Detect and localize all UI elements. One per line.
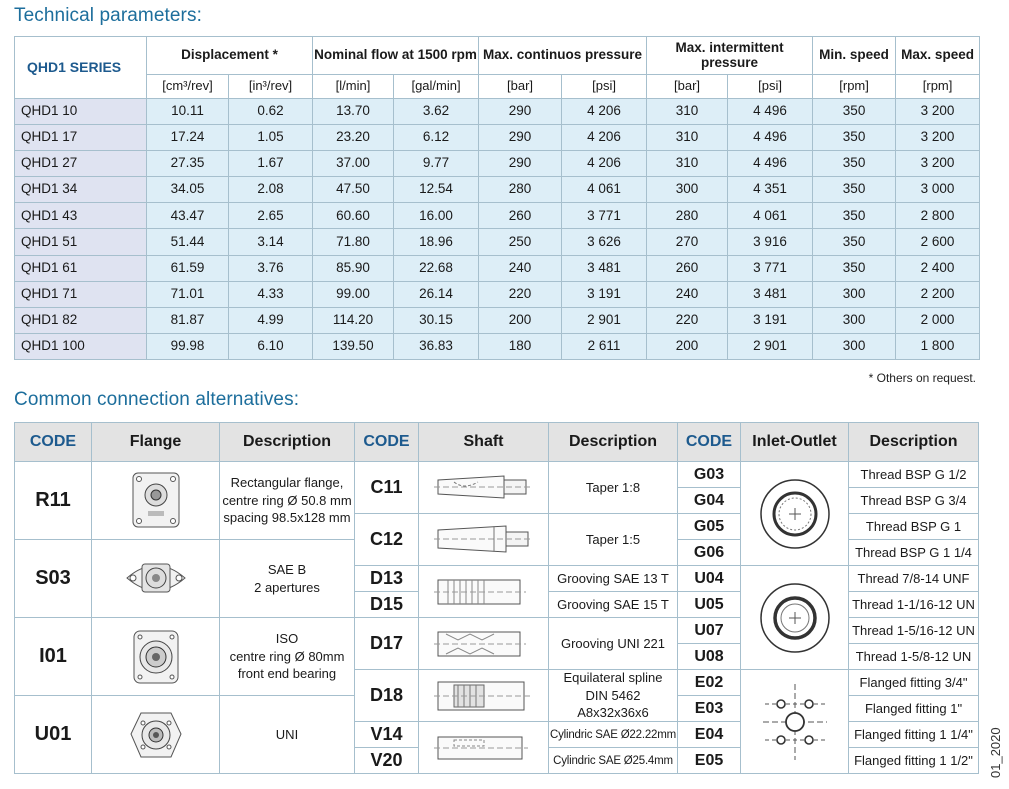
shaft-code-d13: D13 <box>354 565 419 592</box>
uni-flange-drawing <box>121 701 191 769</box>
flange-image <box>91 539 220 618</box>
value-cell: 260 <box>647 255 728 281</box>
value-cell: 3 200 <box>896 99 980 125</box>
value-cell: 27.35 <box>147 151 229 177</box>
value-cell: 61.59 <box>147 255 229 281</box>
shaft-image <box>418 617 549 670</box>
value-cell: 139.50 <box>313 333 394 359</box>
value-cell: 17.24 <box>147 125 229 151</box>
port-description: Thread BSP G 1/2 <box>848 461 979 488</box>
shaft-code-header: CODE <box>354 422 419 462</box>
shaft-code-d17: D17 <box>354 617 419 670</box>
value-cell: 180 <box>479 333 562 359</box>
value-cell: 200 <box>647 333 728 359</box>
value-cell: 4 061 <box>562 177 647 203</box>
inlet-outlet-image <box>740 669 849 774</box>
value-cell: 60.60 <box>313 203 394 229</box>
value-cell: 3 626 <box>562 229 647 255</box>
unit-header: [l/min] <box>313 75 394 99</box>
flange-code-i01: I01 <box>14 617 92 696</box>
port-description: Thread 7/8-14 UNF <box>848 565 979 592</box>
unit-header: [psi] <box>562 75 647 99</box>
port-code-g04: G04 <box>677 487 741 514</box>
value-cell: 4 206 <box>562 99 647 125</box>
value-cell: 9.77 <box>394 151 479 177</box>
value-cell: 4.99 <box>229 307 313 333</box>
value-cell: 350 <box>813 99 896 125</box>
value-cell: 1 800 <box>896 333 980 359</box>
connection-alternatives-table <box>14 422 979 777</box>
value-cell: 290 <box>479 99 562 125</box>
max-intermittent-pressure-header: Max. intermittent pressure <box>647 37 813 75</box>
unit-header: [bar] <box>647 75 728 99</box>
port-description-header: Description <box>848 422 979 462</box>
unit-header: [cm³/rev] <box>147 75 229 99</box>
flange-description: ISO centre ring Ø 80mm front end bearing <box>219 617 355 696</box>
value-cell: 290 <box>479 151 562 177</box>
value-cell: 3.14 <box>229 229 313 255</box>
port-code-u04: U04 <box>677 565 741 592</box>
value-cell: 4 206 <box>562 151 647 177</box>
model-cell: QHD1 43 <box>15 203 147 229</box>
document-code <box>982 720 1008 780</box>
value-cell: 2 200 <box>896 281 980 307</box>
table-row <box>15 203 980 229</box>
shaft-image <box>418 565 549 618</box>
flange-description-header: Description <box>219 422 355 462</box>
value-cell: 350 <box>813 125 896 151</box>
displacement-header: Displacement * <box>147 37 313 75</box>
port-code-header: CODE <box>677 422 741 462</box>
value-cell: 280 <box>647 203 728 229</box>
footnote: * Others on request. <box>868 371 976 385</box>
value-cell: 2 800 <box>896 203 980 229</box>
value-cell: 114.20 <box>313 307 394 333</box>
table-row <box>15 177 980 203</box>
shaft-drawing-v14-v20 <box>434 728 534 768</box>
value-cell: 71.80 <box>313 229 394 255</box>
value-cell: 3 916 <box>728 229 813 255</box>
value-cell: 4 496 <box>728 151 813 177</box>
model-cell: QHD1 100 <box>15 333 147 359</box>
model-cell: QHD1 51 <box>15 229 147 255</box>
value-cell: 81.87 <box>147 307 229 333</box>
port-description: Flanged fitting 1 1/2" <box>848 747 979 774</box>
value-cell: 6.10 <box>229 333 313 359</box>
shaft-code-v20: V20 <box>354 747 419 774</box>
value-cell: 37.00 <box>313 151 394 177</box>
value-cell: 3 771 <box>728 255 813 281</box>
technical-parameters-title: Technical parameters: <box>14 5 202 26</box>
port-code-g05: G05 <box>677 513 741 540</box>
value-cell: 2.65 <box>229 203 313 229</box>
value-cell: 270 <box>647 229 728 255</box>
flange-code-s03: S03 <box>14 539 92 618</box>
flange-description: Rectangular flange, centre ring Ø 50.8 mm spacing 98.5x128 mm <box>219 461 355 540</box>
inlet-outlet-image <box>740 565 849 670</box>
port-code-e04: E04 <box>677 721 741 748</box>
port-code-e03: E03 <box>677 695 741 722</box>
value-cell: 12.54 <box>394 177 479 203</box>
series-header: QHD1 SERIES <box>15 37 147 99</box>
shaft-description: Cylindric SAE Ø22.22mm <box>548 721 678 748</box>
model-cell: QHD1 71 <box>15 281 147 307</box>
value-cell: 280 <box>479 177 562 203</box>
value-cell: 350 <box>813 255 896 281</box>
shaft-code-d15: D15 <box>354 591 419 618</box>
table-row <box>15 99 980 125</box>
shaft-description: Grooving UNI 221 <box>548 617 678 670</box>
flange-code-header: CODE <box>14 422 92 462</box>
flange-description: SAE B 2 apertures <box>219 539 355 618</box>
technical-parameters-table <box>14 36 980 360</box>
value-cell: 350 <box>813 151 896 177</box>
shaft-description: Taper 1:5 <box>548 513 678 566</box>
connection-alternatives-title: Common connection alternatives: <box>14 389 300 410</box>
value-cell: 34.05 <box>147 177 229 203</box>
port-code-u08: U08 <box>677 643 741 670</box>
port-code-g03: G03 <box>677 461 741 488</box>
unit-header: [rpm] <box>813 75 896 99</box>
sae-b-flange-drawing <box>121 545 191 613</box>
value-cell: 2 400 <box>896 255 980 281</box>
value-cell: 3 481 <box>562 255 647 281</box>
value-cell: 300 <box>813 333 896 359</box>
max-continuous-pressure-header: Max. continuos pressure <box>479 37 647 75</box>
port-description: Flanged fitting 3/4" <box>848 669 979 696</box>
shaft-image <box>418 461 549 514</box>
shaft-description: Grooving SAE 15 T <box>548 591 678 618</box>
value-cell: 3 481 <box>728 281 813 307</box>
value-cell: 13.70 <box>313 99 394 125</box>
value-cell: 2 901 <box>728 333 813 359</box>
value-cell: 240 <box>647 281 728 307</box>
shaft-header: Shaft <box>418 422 549 462</box>
bsp-thread-port-drawing <box>755 474 835 554</box>
min-speed-header: Min. speed <box>813 37 896 75</box>
value-cell: 71.01 <box>147 281 229 307</box>
table-row <box>15 281 980 307</box>
value-cell: 99.98 <box>147 333 229 359</box>
value-cell: 4 351 <box>728 177 813 203</box>
value-cell: 3 771 <box>562 203 647 229</box>
shaft-description: Taper 1:8 <box>548 461 678 514</box>
flange-code-r11: R11 <box>14 461 92 540</box>
value-cell: 85.90 <box>313 255 394 281</box>
max-speed-header: Max. speed <box>896 37 980 75</box>
shaft-drawing-d17 <box>434 624 534 664</box>
port-description: Thread 1-1/16-12 UN <box>848 591 979 618</box>
value-cell: 350 <box>813 177 896 203</box>
value-cell: 300 <box>647 177 728 203</box>
iso-flange-drawing <box>121 623 191 691</box>
value-cell: 6.12 <box>394 125 479 151</box>
value-cell: 290 <box>479 125 562 151</box>
shaft-description-header: Description <box>548 422 678 462</box>
nominal-flow-header: Nominal flow at 1500 rpm <box>313 37 479 75</box>
value-cell: 3 191 <box>562 281 647 307</box>
value-cell: 310 <box>647 125 728 151</box>
shaft-description: Cylindric SAE Ø25.4mm <box>548 747 678 774</box>
flange-image <box>91 617 220 696</box>
svg-text:01_2020: 01_2020 <box>988 727 1003 778</box>
shaft-image <box>418 513 549 566</box>
flanged-fitting-port-drawing <box>755 682 835 762</box>
model-cell: QHD1 61 <box>15 255 147 281</box>
shaft-code-v14: V14 <box>354 721 419 748</box>
table-row <box>15 151 980 177</box>
model-cell: QHD1 10 <box>15 99 147 125</box>
value-cell: 47.50 <box>313 177 394 203</box>
shaft-image <box>418 721 549 774</box>
value-cell: 220 <box>479 281 562 307</box>
value-cell: 4 061 <box>728 203 813 229</box>
value-cell: 1.67 <box>229 151 313 177</box>
flange-image <box>91 461 220 540</box>
value-cell: 4 496 <box>728 99 813 125</box>
port-code-u07: U07 <box>677 617 741 644</box>
model-cell: QHD1 27 <box>15 151 147 177</box>
unf-thread-port-drawing <box>755 578 835 658</box>
port-description: Thread BSP G 1 <box>848 513 979 540</box>
port-code-u05: U05 <box>677 591 741 618</box>
value-cell: 310 <box>647 99 728 125</box>
shaft-description: Equilateral spline DIN 5462 A8x32x36x6 <box>548 669 678 722</box>
unit-header: [gal/min] <box>394 75 479 99</box>
shaft-drawing-c12 <box>434 520 534 560</box>
value-cell: 26.14 <box>394 281 479 307</box>
value-cell: 240 <box>479 255 562 281</box>
value-cell: 4.33 <box>229 281 313 307</box>
value-cell: 22.68 <box>394 255 479 281</box>
table-row <box>15 255 980 281</box>
value-cell: 1.05 <box>229 125 313 151</box>
port-code-e02: E02 <box>677 669 741 696</box>
shaft-code-d18: D18 <box>354 669 419 722</box>
model-cell: QHD1 82 <box>15 307 147 333</box>
value-cell: 4 206 <box>562 125 647 151</box>
value-cell: 18.96 <box>394 229 479 255</box>
shaft-drawing-c11 <box>434 468 534 508</box>
value-cell: 2 000 <box>896 307 980 333</box>
model-cell: QHD1 17 <box>15 125 147 151</box>
value-cell: 3 200 <box>896 151 980 177</box>
value-cell: 3 200 <box>896 125 980 151</box>
value-cell: 3.62 <box>394 99 479 125</box>
shaft-image <box>418 669 549 722</box>
value-cell: 300 <box>813 281 896 307</box>
value-cell: 260 <box>479 203 562 229</box>
value-cell: 10.11 <box>147 99 229 125</box>
value-cell: 30.15 <box>394 307 479 333</box>
value-cell: 3 191 <box>728 307 813 333</box>
port-description: Thread BSP G 3/4 <box>848 487 979 514</box>
unit-header: [in³/rev] <box>229 75 313 99</box>
value-cell: 2 600 <box>896 229 980 255</box>
table-row <box>15 307 980 333</box>
port-description: Flanged fitting 1 1/4" <box>848 721 979 748</box>
value-cell: 300 <box>813 307 896 333</box>
value-cell: 2.08 <box>229 177 313 203</box>
shaft-description: Grooving SAE 13 T <box>548 565 678 592</box>
flange-code-u01: U01 <box>14 695 92 774</box>
unit-header: [bar] <box>479 75 562 99</box>
table-row <box>15 125 980 151</box>
value-cell: 23.20 <box>313 125 394 151</box>
unit-header: [psi] <box>728 75 813 99</box>
value-cell: 310 <box>647 151 728 177</box>
flange-image <box>91 695 220 774</box>
value-cell: 43.47 <box>147 203 229 229</box>
value-cell: 16.00 <box>394 203 479 229</box>
port-description: Thread 1-5/16-12 UN <box>848 617 979 644</box>
value-cell: 200 <box>479 307 562 333</box>
flange-description: UNI <box>219 695 355 774</box>
table-row <box>15 333 980 359</box>
value-cell: 51.44 <box>147 229 229 255</box>
value-cell: 350 <box>813 203 896 229</box>
value-cell: 220 <box>647 307 728 333</box>
shaft-code-c11: C11 <box>354 461 419 514</box>
value-cell: 99.00 <box>313 281 394 307</box>
unit-header: [rpm] <box>896 75 980 99</box>
table-row <box>15 229 980 255</box>
shaft-drawing-d13-d15 <box>434 572 534 612</box>
rectangular-flange-drawing <box>121 467 191 535</box>
value-cell: 2 901 <box>562 307 647 333</box>
value-cell: 3.76 <box>229 255 313 281</box>
value-cell: 0.62 <box>229 99 313 125</box>
shaft-code-c12: C12 <box>354 513 419 566</box>
port-description: Flanged fitting 1" <box>848 695 979 722</box>
flange-header: Flange <box>91 422 220 462</box>
shaft-drawing-d18 <box>434 676 534 716</box>
inlet-outlet-image <box>740 461 849 566</box>
value-cell: 350 <box>813 229 896 255</box>
port-description: Thread BSP G 1 1/4 <box>848 539 979 566</box>
value-cell: 4 496 <box>728 125 813 151</box>
model-cell: QHD1 34 <box>15 177 147 203</box>
port-code-e05: E05 <box>677 747 741 774</box>
value-cell: 2 611 <box>562 333 647 359</box>
inlet-outlet-header: Inlet-Outlet <box>740 422 849 462</box>
port-description: Thread 1-5/8-12 UN <box>848 643 979 670</box>
value-cell: 250 <box>479 229 562 255</box>
value-cell: 3 000 <box>896 177 980 203</box>
port-code-g06: G06 <box>677 539 741 566</box>
value-cell: 36.83 <box>394 333 479 359</box>
